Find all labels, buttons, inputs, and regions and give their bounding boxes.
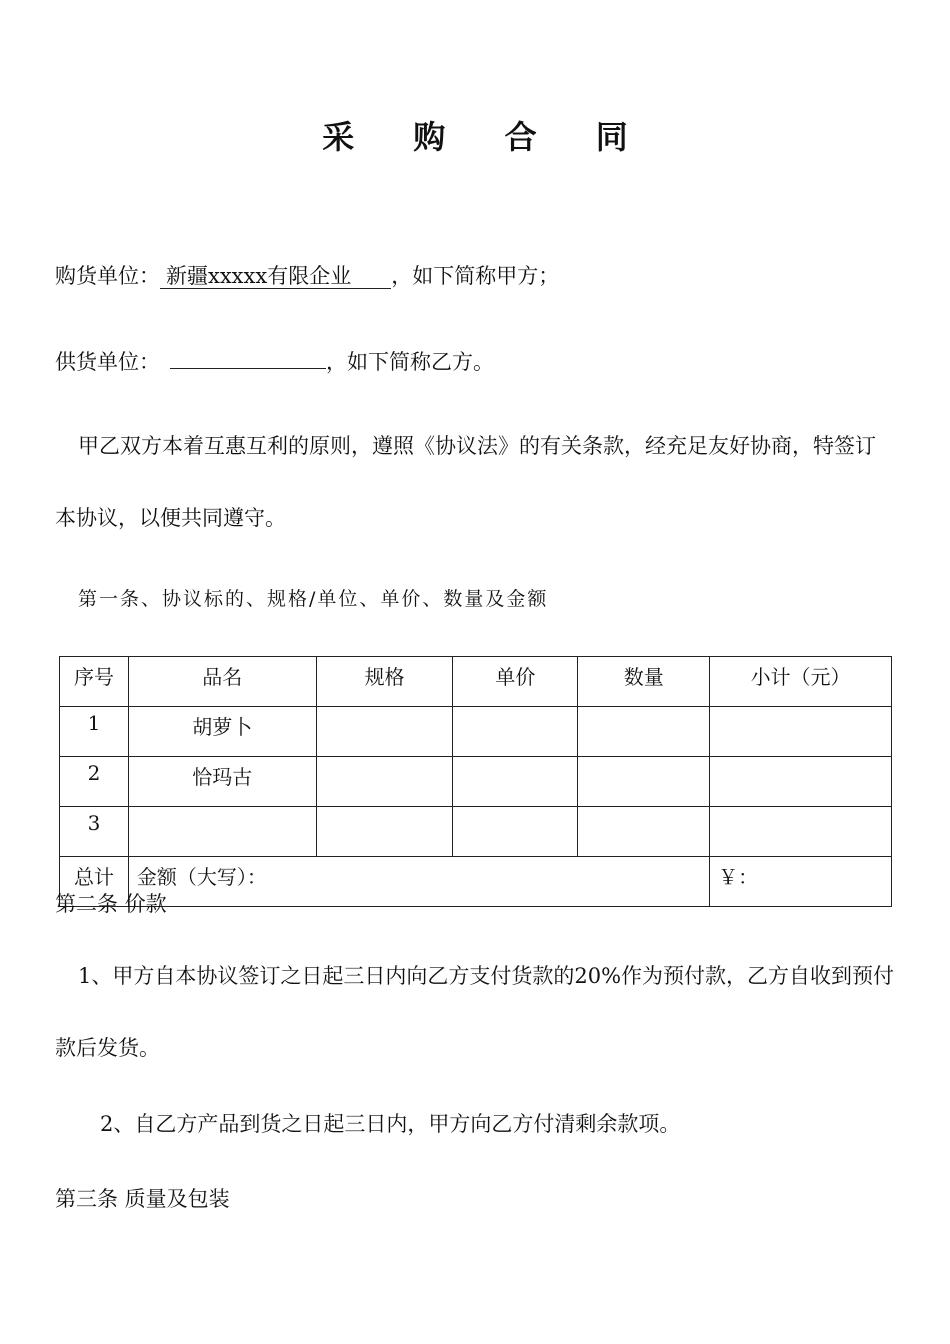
seller-line <box>55 346 494 376</box>
amount-words-cell: 金额（大写）： <box>128 857 709 907</box>
table-cell: 1 <box>60 707 129 757</box>
table-cell <box>316 707 453 757</box>
document-title: 采 购 合 同 <box>322 118 652 156</box>
article1-heading: 第一条、协议标的、规格/单位、单价、数量及金额 <box>78 588 549 610</box>
table-cell <box>578 707 710 757</box>
table-cell <box>316 807 453 857</box>
table-cell <box>453 757 578 807</box>
table-cell <box>710 757 892 807</box>
table-cell <box>453 707 578 757</box>
seller-label: 供货单位： <box>55 350 160 374</box>
table-cell: 2 <box>60 757 129 807</box>
buyer-line <box>55 260 559 290</box>
table-cell: 3 <box>60 807 129 857</box>
table-cell <box>710 807 892 857</box>
buyer-value: 新疆xxxxx有限企业 <box>160 264 391 289</box>
buyer-suffix: ，如下简称甲方； <box>391 264 560 288</box>
table-row <box>60 807 892 857</box>
table-row <box>60 707 892 757</box>
table-total-row <box>60 857 892 907</box>
seller-suffix: ，如下简称乙方。 <box>326 350 494 374</box>
header-cell: 小计（元） <box>710 657 892 707</box>
table-cell: 胡萝卜 <box>128 707 316 757</box>
header-cell: 序号 <box>60 657 129 707</box>
article2-heading: 第二条 价款 <box>55 892 167 916</box>
table-row <box>60 757 892 807</box>
article2-item1: 1、甲方自本协议签订之日起三日内向乙方支付货款的20%作为预付款，乙方自收到预付款后发货。 <box>55 964 895 1060</box>
table-cell <box>578 757 710 807</box>
buyer-label: 购货单位： <box>55 264 160 288</box>
table-cell <box>316 757 453 807</box>
header-cell: 规格 <box>316 657 453 707</box>
items-table <box>59 656 892 907</box>
amount-yen-cell: ￥： <box>710 857 892 907</box>
table-cell <box>710 707 892 757</box>
article3-heading: 第三条 质量及包装 <box>55 1187 230 1211</box>
table-cell <box>453 807 578 857</box>
article2-item2: 2、自乙方产品到货之日起三日内，甲方向乙方付清剩余款项。 <box>100 1112 681 1136</box>
header-cell: 单价 <box>453 657 578 707</box>
header-cell: 品名 <box>128 657 316 707</box>
table-cell: 恰玛古 <box>128 757 316 807</box>
table-cell <box>128 807 316 857</box>
table-header-row <box>60 657 892 707</box>
intro-paragraph: 甲乙双方本着互惠互利的原则，遵照《协议法》的有关条款，经充足友好协商，特签订本协议，以便共同遵守。 <box>55 434 876 530</box>
table-cell <box>578 807 710 857</box>
header-cell: 数量 <box>578 657 710 707</box>
seller-blank <box>170 350 326 369</box>
total-label-cell: 总计 <box>60 857 129 907</box>
